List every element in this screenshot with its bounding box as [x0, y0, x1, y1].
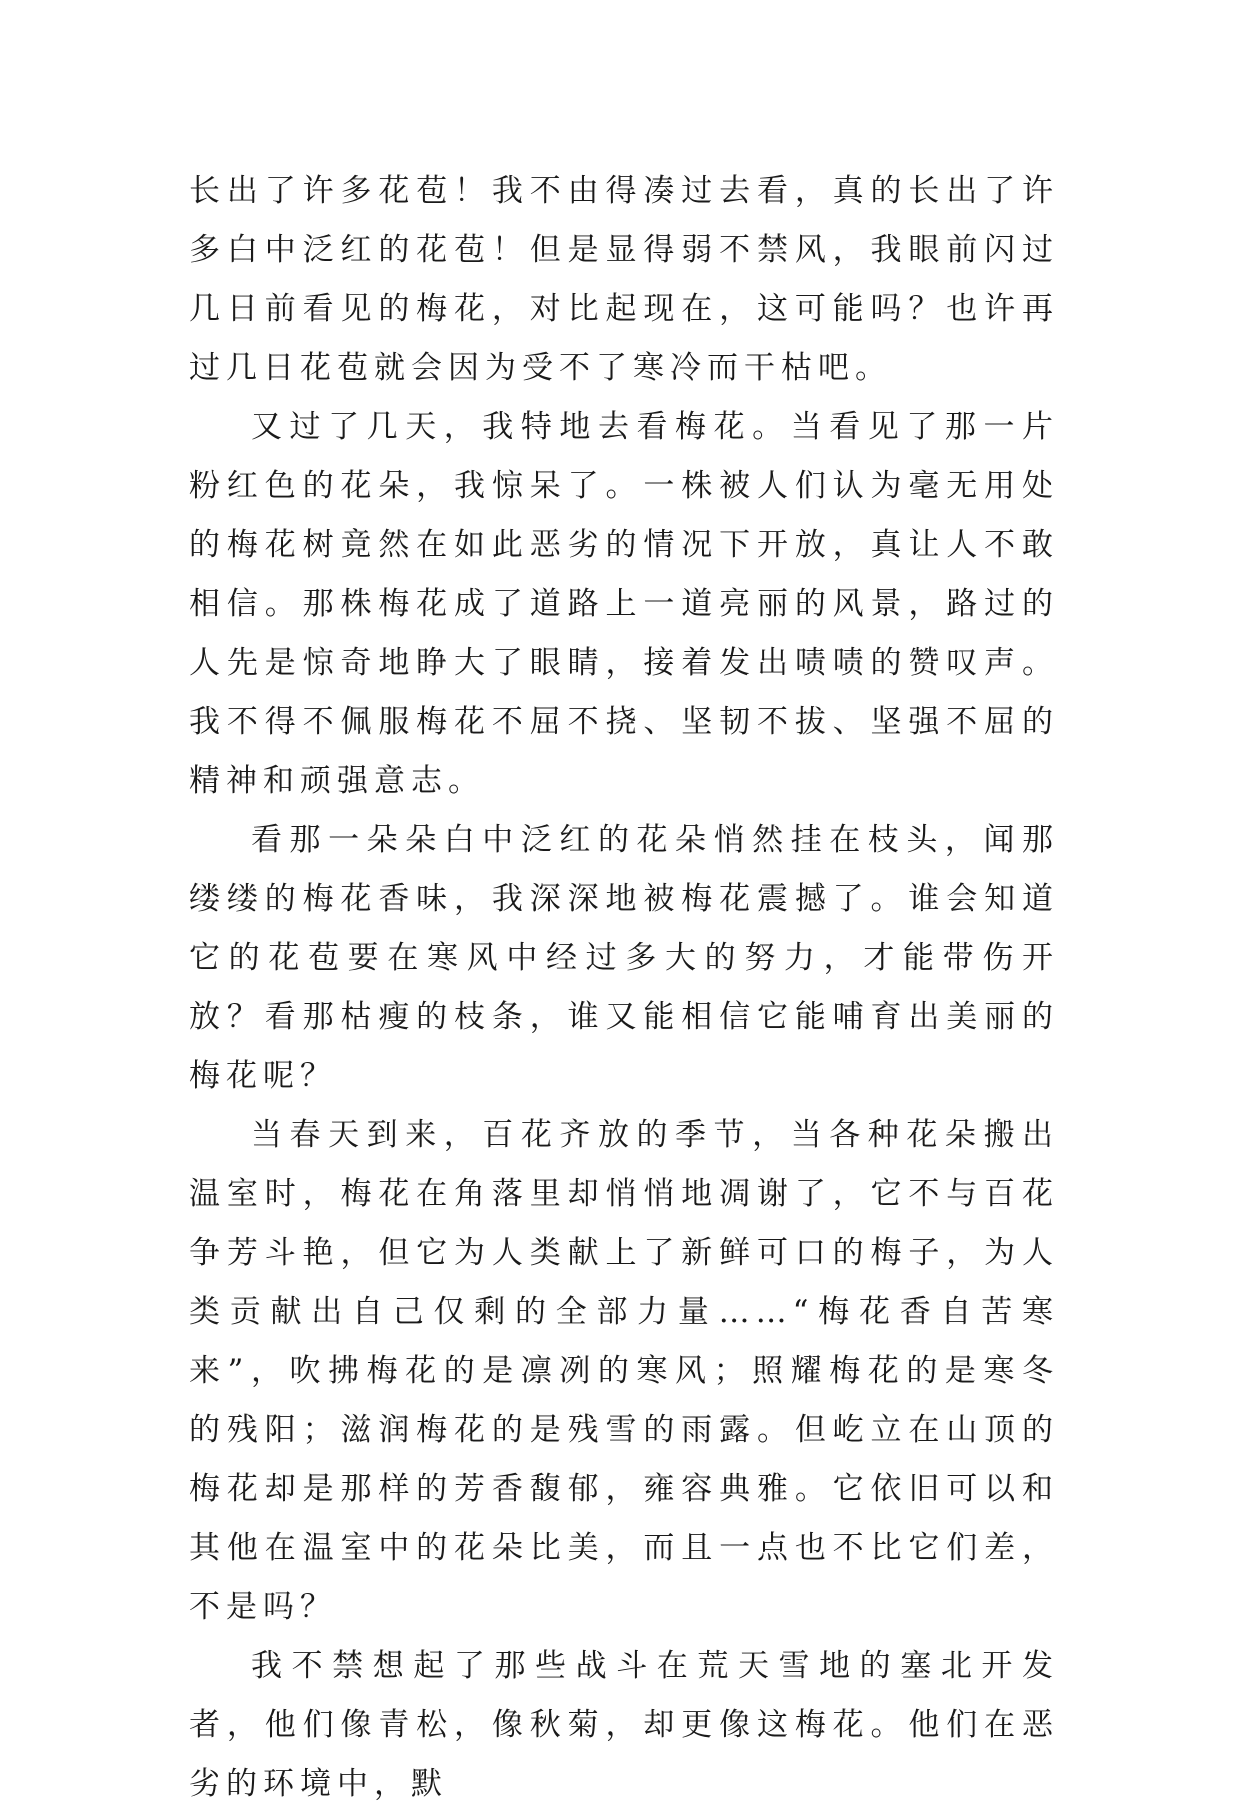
paragraph: 当春天到来，百花齐放的季节，当各种花朵搬出温室时，梅花在角落里却悄悄地凋谢了，它不与百花争芳斗艳，但它为人类献上了新鲜可口的梅子，为人类贡献出自己仅剩的全部力量……“梅花香自苦寒来”，吹拂梅花的是凛冽的寒风；照耀梅花的是寒冬的残阳；滋润梅花的是残雪的雨露。但屹立在山顶的梅花却是那样的芳香馥郁，雍容典雅。它依旧可以和其他在温室中的花朵比美，而且一点也不比它们差，不是吗？	[189, 1117, 1059, 1625]
paragraph-continued: 长出了许多花苞！我不由得凑过去看，真的长出了许多白中泛红的花苞！但是显得弱不禁风，我眼前闪过几日前看见的梅花，对比起现在，这可能吗？也许再过几日花苞就会因为受不了寒冷而干枯吧。	[189, 173, 1059, 386]
paragraph: 看那一朵朵白中泛红的花朵悄然挂在枝头，闻那缕缕的梅花香味，我深深地被梅花震撼了。谁会知道它的花苞要在寒风中经过多大的努力，才能带伤开放？看那枯瘦的枝条，谁又能相信它能哺育出美丽的梅花呢？	[189, 822, 1059, 1094]
body-text	[189, 162, 1059, 1814]
paragraph: 我不禁想起了那些战斗在荒天雪地的塞北开发者，他们像青松，像秋菊，却更像这梅花。他们在恶劣的环境中，默	[189, 1648, 1059, 1802]
paragraph: 又过了几天，我特地去看梅花。当看见了那一片粉红色的花朵，我惊呆了。一株被人们认为毫无用处的梅花树竟然在如此恶劣的情况下开放，真让人不敢相信。那株梅花成了道路上一道亮丽的风景，路过的人先是惊奇地睁大了眼睛，接着发出啧啧的赞叹声。我不得不佩服梅花不屈不挠、坚韧不拔、坚强不屈的精神和顽强意志。	[189, 409, 1059, 799]
